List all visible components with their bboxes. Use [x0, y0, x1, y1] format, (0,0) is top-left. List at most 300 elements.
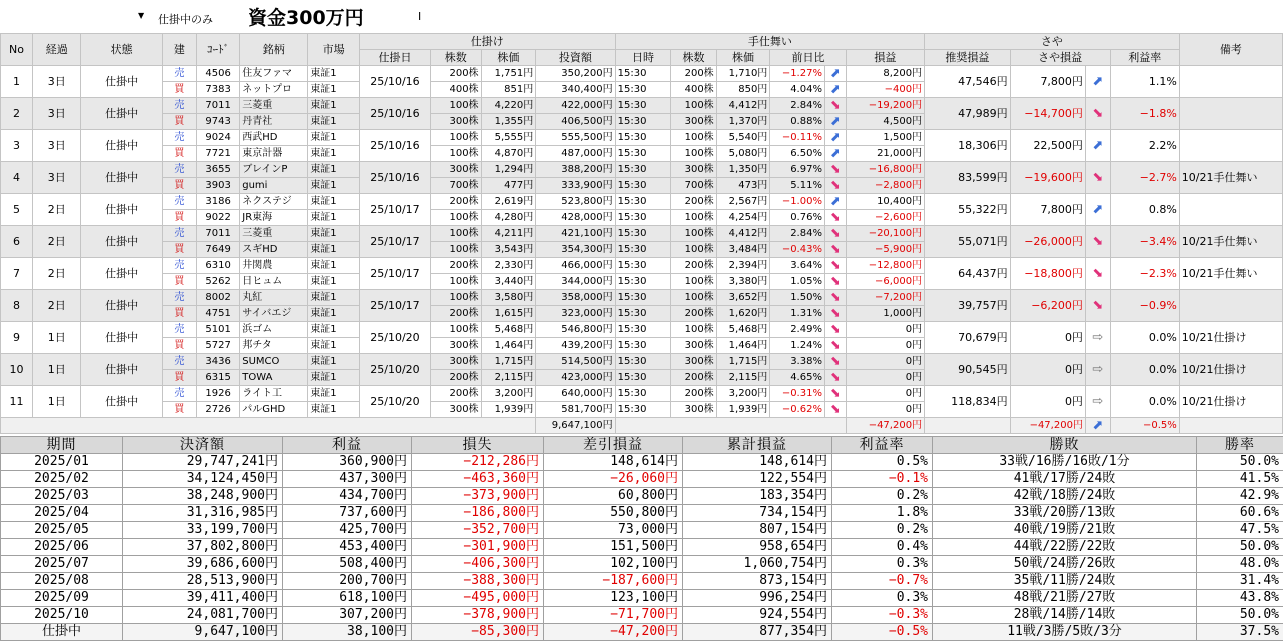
leg-invest: 354,300円 — [536, 242, 615, 258]
summary-cell: −26,060円 — [544, 471, 683, 488]
arrow-down-right-icon: ⬊ — [824, 290, 846, 306]
leg-exit-price: 473円 — [716, 178, 770, 194]
leg-code: 8002 — [196, 290, 239, 306]
leg-pnl: 0円 — [846, 354, 924, 370]
header-spread-pnl[interactable]: さや損益 — [1010, 50, 1110, 66]
leg-exit-qty: 100株 — [671, 242, 716, 258]
summary-row[interactable] — [1, 573, 1283, 590]
header-est-pnl[interactable]: 推奨損益 — [925, 50, 1011, 66]
leg-exit-qty: 300株 — [671, 338, 716, 354]
summary-header[interactable]: 勝敗 — [933, 437, 1197, 454]
total-spacer-2 — [615, 418, 846, 434]
leg-change: −0.43% — [770, 242, 825, 258]
leg-invest: 340,400円 — [536, 82, 615, 98]
summary-cell: −0.3% — [832, 607, 933, 624]
leg-code: 3186 — [196, 194, 239, 210]
leg-exit-qty: 200株 — [671, 370, 716, 386]
arrow-down-right-icon: ⬊ — [824, 306, 846, 322]
position-leg-row[interactable] — [1, 386, 1283, 402]
row-days: 3日 — [32, 66, 80, 98]
leg-market: 東証1 — [308, 114, 360, 130]
row-state: 仕掛中 — [81, 162, 162, 194]
leg-market: 東証1 — [308, 402, 360, 418]
leg-market: 東証1 — [308, 130, 360, 146]
summary-cell: 0.3% — [832, 590, 933, 607]
leg-invest: 344,000円 — [536, 274, 615, 290]
leg-exit-qty: 100株 — [671, 290, 716, 306]
header-days[interactable]: 経過 — [32, 34, 80, 66]
leg-code: 5262 — [196, 274, 239, 290]
row-note — [1179, 98, 1282, 130]
row-no: 2 — [1, 98, 33, 130]
summary-cell: −495,000円 — [412, 590, 544, 607]
summary-cell: 924,554円 — [683, 607, 832, 624]
leg-name: 丹青社 — [240, 114, 308, 130]
leg-code: 6315 — [196, 370, 239, 386]
leg-pnl: 0円 — [846, 322, 924, 338]
arrow-down-right-icon: ⬊ — [824, 402, 846, 418]
leg-code: 5101 — [196, 322, 239, 338]
summary-cell: 453,400円 — [283, 539, 412, 556]
row-no: 6 — [1, 226, 33, 258]
leg-invest: 350,200円 — [536, 66, 615, 82]
row-note: 10/21仕掛け — [1179, 386, 1282, 418]
leg-pnl: −6,000円 — [846, 274, 924, 290]
header-entry-date[interactable]: 仕掛日 — [359, 50, 430, 66]
leg-side: 買 — [162, 274, 196, 290]
leg-invest: 358,000円 — [536, 290, 615, 306]
row-rate: 1.1% — [1110, 66, 1179, 98]
leg-price: 477円 — [481, 178, 536, 194]
leg-qty: 100株 — [431, 210, 482, 226]
leg-exit-price: 1,464円 — [716, 338, 770, 354]
leg-exit-time: 15:30 — [615, 402, 671, 418]
leg-code: 3903 — [196, 178, 239, 194]
leg-change: 4.65% — [770, 370, 825, 386]
summary-row[interactable] — [1, 454, 1283, 471]
leg-qty: 300株 — [431, 402, 482, 418]
leg-market: 東証1 — [308, 322, 360, 338]
summary-cell: 73,000円 — [544, 522, 683, 539]
position-leg-row[interactable] — [1, 66, 1283, 82]
leg-change: −0.62% — [770, 402, 825, 418]
row-rate: −3.4% — [1110, 226, 1179, 258]
summary-cell: 33,199,700円 — [123, 522, 283, 539]
leg-price: 1,615円 — [481, 306, 536, 322]
leg-side: 買 — [162, 402, 196, 418]
leg-invest: 555,500円 — [536, 130, 615, 146]
leg-exit-price: 1,710円 — [716, 66, 770, 82]
leg-pnl: −12,800円 — [846, 258, 924, 274]
summary-row[interactable] — [1, 556, 1283, 573]
leg-exit-price: 2,567円 — [716, 194, 770, 210]
summary-cell: 34,124,450円 — [123, 471, 283, 488]
summary-cell: −212,286円 — [412, 454, 544, 471]
row-note — [1179, 130, 1282, 162]
leg-name: 井関農 — [240, 258, 308, 274]
leg-exit-price: 1,350円 — [716, 162, 770, 178]
leg-side: 買 — [162, 242, 196, 258]
row-est-pnl: 70,679円 — [925, 322, 1011, 354]
summary-cell: 122,554円 — [683, 471, 832, 488]
summary-cell: 2025/05 — [1, 522, 123, 539]
summary-cell: 仕掛中 — [1, 624, 123, 641]
leg-exit-qty: 300株 — [671, 354, 716, 370]
summary-header[interactable]: 利益率 — [832, 437, 933, 454]
summary-cell: 2025/01 — [1, 454, 123, 471]
leg-code: 5727 — [196, 338, 239, 354]
leg-code: 3436 — [196, 354, 239, 370]
position-leg-row[interactable] — [1, 290, 1283, 306]
leg-market: 東証1 — [308, 194, 360, 210]
arrow-down-right-icon: ⬊ — [824, 386, 846, 402]
summary-row[interactable] — [1, 624, 1283, 641]
leg-pnl: −20,100円 — [846, 226, 924, 242]
leg-code: 7011 — [196, 98, 239, 114]
leg-exit-qty: 100株 — [671, 146, 716, 162]
leg-exit-time: 15:30 — [615, 274, 671, 290]
summary-cell: 50.0% — [1197, 607, 1283, 624]
leg-price: 1,294円 — [481, 162, 536, 178]
leg-exit-qty: 200株 — [671, 194, 716, 210]
row-no: 9 — [1, 322, 33, 354]
leg-qty: 200株 — [431, 194, 482, 210]
leg-market: 東証1 — [308, 98, 360, 114]
leg-name: JR東海 — [240, 210, 308, 226]
filter-dropdown[interactable] — [0, 6, 239, 28]
leg-exit-qty: 100株 — [671, 130, 716, 146]
leg-pnl: 0円 — [846, 370, 924, 386]
row-rate: 0.0% — [1110, 386, 1179, 418]
arrow-down-right-icon: ⬊ — [824, 178, 846, 194]
leg-exit-price: 850円 — [716, 82, 770, 98]
header-invest[interactable]: 投資額 — [536, 50, 615, 66]
header-name[interactable]: 銘柄 — [240, 34, 308, 66]
position-leg-row[interactable] — [1, 258, 1283, 274]
leg-price: 3,543円 — [481, 242, 536, 258]
summary-cell: 42戦/18勝/24敗 — [933, 488, 1197, 505]
header-exit-price[interactable]: 株価 — [716, 50, 770, 66]
leg-pnl: −2,800円 — [846, 178, 924, 194]
leg-side: 買 — [162, 210, 196, 226]
leg-pnl: −5,900円 — [846, 242, 924, 258]
row-rate: −2.3% — [1110, 258, 1179, 290]
leg-exit-time: 15:30 — [615, 66, 671, 82]
leg-market: 東証1 — [308, 370, 360, 386]
summary-cell: 958,654円 — [683, 539, 832, 556]
leg-code: 4506 — [196, 66, 239, 82]
summary-cell: 31.4% — [1197, 573, 1283, 590]
leg-invest: 546,800円 — [536, 322, 615, 338]
total-spacer — [1, 418, 536, 434]
leg-qty: 100株 — [431, 322, 482, 338]
leg-code: 9743 — [196, 114, 239, 130]
leg-side: 売 — [162, 258, 196, 274]
leg-exit-price: 1,715円 — [716, 354, 770, 370]
leg-price: 4,870円 — [481, 146, 536, 162]
summary-cell: 734,154円 — [683, 505, 832, 522]
summary-cell: 28戦/14勝/14敗 — [933, 607, 1197, 624]
summary-header[interactable]: 累計損益 — [683, 437, 832, 454]
header-note[interactable]: 備考 — [1179, 34, 1282, 66]
summary-cell: 37.5% — [1197, 624, 1283, 641]
leg-code: 7721 — [196, 146, 239, 162]
row-entry-date: 25/10/16 — [359, 98, 430, 130]
leg-market: 東証1 — [308, 354, 360, 370]
row-entry-date: 25/10/20 — [359, 386, 430, 418]
leg-side: 買 — [162, 82, 196, 98]
row-rate: 0.8% — [1110, 194, 1179, 226]
summary-cell: −0.7% — [832, 573, 933, 590]
header-spread-group: さや — [925, 34, 1180, 50]
leg-side: 売 — [162, 194, 196, 210]
leg-change: 6.50% — [770, 146, 825, 162]
summary-row[interactable] — [1, 471, 1283, 488]
leg-invest: 388,200円 — [536, 162, 615, 178]
header-exit-time[interactable]: 日時 — [615, 50, 671, 66]
header-state[interactable]: 状態 — [81, 34, 162, 66]
leg-price: 851円 — [481, 82, 536, 98]
header-rate[interactable]: 利益率 — [1110, 50, 1179, 66]
arrow-up-right-icon: ⬈ — [824, 194, 846, 210]
summary-cell: 737,600円 — [283, 505, 412, 522]
summary-row[interactable] — [1, 522, 1283, 539]
arrow-down-right-icon: ⬊ — [824, 354, 846, 370]
summary-row[interactable] — [1, 488, 1283, 505]
position-leg-row[interactable] — [1, 226, 1283, 242]
row-state: 仕掛中 — [81, 98, 162, 130]
summary-cell: 37,802,800円 — [123, 539, 283, 556]
leg-market: 東証1 — [308, 386, 360, 402]
header-pnl[interactable]: 損益 — [846, 50, 924, 66]
summary-header[interactable]: 勝率 — [1197, 437, 1283, 454]
row-est-pnl: 118,834円 — [925, 386, 1011, 418]
summary-cell: 39,411,400円 — [123, 590, 283, 607]
position-leg-row[interactable] — [1, 130, 1283, 146]
row-spread-pnl: 0円 — [1010, 322, 1085, 354]
leg-change: −0.11% — [770, 130, 825, 146]
summary-cell: 2025/08 — [1, 573, 123, 590]
row-note: 10/21仕掛け — [1179, 322, 1282, 354]
leg-price: 1,751円 — [481, 66, 536, 82]
leg-side: 売 — [162, 130, 196, 146]
leg-change: 2.84% — [770, 98, 825, 114]
summary-cell: 33戦/16勝/16敗/1分 — [933, 454, 1197, 471]
row-no: 10 — [1, 354, 33, 386]
leg-exit-qty: 100株 — [671, 322, 716, 338]
total-invest: 9,647,100円 — [536, 418, 615, 434]
leg-price: 5,468円 — [481, 322, 536, 338]
arrow-right-icon: ⇨ — [1085, 322, 1110, 354]
leg-exit-qty: 300株 — [671, 162, 716, 178]
leg-side: 売 — [162, 226, 196, 242]
leg-code: 4751 — [196, 306, 239, 322]
summary-row[interactable] — [1, 505, 1283, 522]
summary-header[interactable]: 期間 — [1, 437, 123, 454]
leg-code: 9024 — [196, 130, 239, 146]
toolbar — [0, 0, 1283, 35]
row-state: 仕掛中 — [81, 258, 162, 290]
leg-name: 住友ファマ — [240, 66, 308, 82]
leg-change: −1.00% — [770, 194, 825, 210]
row-entry-date: 25/10/17 — [359, 258, 430, 290]
summary-cell: 42.9% — [1197, 488, 1283, 505]
summary-cell: 47.5% — [1197, 522, 1283, 539]
position-leg-row[interactable] — [1, 322, 1283, 338]
leg-exit-qty: 100株 — [671, 226, 716, 242]
header-code[interactable]: ｺｰﾄﾞ — [196, 34, 239, 66]
row-state: 仕掛中 — [81, 354, 162, 386]
leg-exit-qty: 100株 — [671, 210, 716, 226]
summary-cell: −378,900円 — [412, 607, 544, 624]
row-days: 3日 — [32, 162, 80, 194]
summary-cell: 35戦/11勝/24敗 — [933, 573, 1197, 590]
leg-side: 買 — [162, 146, 196, 162]
leg-code: 9022 — [196, 210, 239, 226]
filter-label: 仕掛中のみ — [158, 11, 213, 27]
leg-price: 3,200円 — [481, 386, 536, 402]
leg-qty: 100株 — [431, 98, 482, 114]
row-spread-pnl: 0円 — [1010, 354, 1085, 386]
leg-invest: 323,000円 — [536, 306, 615, 322]
leg-exit-qty: 100株 — [671, 274, 716, 290]
row-entry-date: 25/10/20 — [359, 322, 430, 354]
leg-invest: 421,100円 — [536, 226, 615, 242]
row-days: 2日 — [32, 226, 80, 258]
leg-price: 4,220円 — [481, 98, 536, 114]
leg-price: 1,939円 — [481, 402, 536, 418]
leg-qty: 700株 — [431, 178, 482, 194]
leg-change: 3.38% — [770, 354, 825, 370]
row-spread-pnl: −18,800円 — [1010, 258, 1085, 290]
leg-exit-price: 2,394円 — [716, 258, 770, 274]
header-no[interactable]: No — [1, 34, 33, 66]
leg-invest: 333,900円 — [536, 178, 615, 194]
row-est-pnl: 90,545円 — [925, 354, 1011, 386]
row-est-pnl: 18,306円 — [925, 130, 1011, 162]
leg-qty: 100株 — [431, 226, 482, 242]
leg-market: 東証1 — [308, 242, 360, 258]
row-entry-date: 25/10/16 — [359, 130, 430, 162]
position-leg-row[interactable] — [1, 162, 1283, 178]
leg-code: 3655 — [196, 162, 239, 178]
leg-code: 1926 — [196, 386, 239, 402]
leg-change: 1.05% — [770, 274, 825, 290]
row-state: 仕掛中 — [81, 386, 162, 418]
summary-cell: 41.5% — [1197, 471, 1283, 488]
header-market[interactable]: 市場 — [308, 34, 360, 66]
leg-exit-qty: 100株 — [671, 98, 716, 114]
summary-cell: 434,700円 — [283, 488, 412, 505]
header-entry-price[interactable]: 株価 — [481, 50, 536, 66]
leg-exit-time: 15:30 — [615, 162, 671, 178]
leg-pnl: −2,600円 — [846, 210, 924, 226]
leg-exit-price: 5,540円 — [716, 130, 770, 146]
row-note — [1179, 194, 1282, 226]
header-change[interactable]: 前日比 — [770, 50, 846, 66]
monthly-summary-table — [0, 436, 1283, 641]
summary-cell: −301,900円 — [412, 539, 544, 556]
leg-pnl: 0円 — [846, 402, 924, 418]
summary-cell: 9,647,100円 — [123, 624, 283, 641]
row-rate: −1.8% — [1110, 98, 1179, 130]
summary-row[interactable] — [1, 539, 1283, 556]
summary-cell: −373,900円 — [412, 488, 544, 505]
row-rate: −0.9% — [1110, 290, 1179, 322]
leg-exit-qty: 300株 — [671, 402, 716, 418]
leg-exit-time: 15:30 — [615, 258, 671, 274]
leg-exit-price: 5,080円 — [716, 146, 770, 162]
row-spread-pnl: −14,700円 — [1010, 98, 1085, 130]
leg-exit-price: 3,380円 — [716, 274, 770, 290]
leg-exit-price: 3,484円 — [716, 242, 770, 258]
row-no: 11 — [1, 386, 33, 418]
leg-change: 1.24% — [770, 338, 825, 354]
row-est-pnl: 47,989円 — [925, 98, 1011, 130]
leg-qty: 300株 — [431, 354, 482, 370]
position-leg-row[interactable] — [1, 98, 1283, 114]
summary-cell: 877,354円 — [683, 624, 832, 641]
summary-row[interactable] — [1, 607, 1283, 624]
leg-name: スギHD — [240, 242, 308, 258]
header-exit-qty[interactable]: 株数 — [671, 50, 716, 66]
header-entry-qty[interactable]: 株数 — [431, 50, 482, 66]
leg-pnl: 1,000円 — [846, 306, 924, 322]
leg-qty: 200株 — [431, 306, 482, 322]
leg-qty: 100株 — [431, 146, 482, 162]
leg-exit-time: 15:30 — [615, 82, 671, 98]
summary-header[interactable]: 利益 — [283, 437, 412, 454]
leg-exit-price: 5,468円 — [716, 322, 770, 338]
summary-cell: 437,300円 — [283, 471, 412, 488]
leg-market: 東証1 — [308, 274, 360, 290]
leg-name: 三菱重 — [240, 98, 308, 114]
row-note: 10/21手仕舞い — [1179, 162, 1282, 194]
summary-cell: 38,100円 — [283, 624, 412, 641]
summary-cell: 60.6% — [1197, 505, 1283, 522]
leg-name: ライト工 — [240, 386, 308, 402]
arrow-down-right-icon: ⬊ — [1085, 162, 1110, 194]
summary-cell: 48.0% — [1197, 556, 1283, 573]
leg-code: 7649 — [196, 242, 239, 258]
summary-header[interactable]: 差引損益 — [544, 437, 683, 454]
summary-cell: 2025/04 — [1, 505, 123, 522]
summary-header[interactable]: 損失 — [412, 437, 544, 454]
leg-exit-time: 15:30 — [615, 306, 671, 322]
position-leg-row[interactable] — [1, 354, 1283, 370]
leg-exit-time: 15:30 — [615, 178, 671, 194]
leg-qty: 100株 — [431, 130, 482, 146]
row-state: 仕掛中 — [81, 226, 162, 258]
row-entry-date: 25/10/16 — [359, 162, 430, 194]
leg-name: 丸紅 — [240, 290, 308, 306]
dropdown-arrow-icon[interactable]: ▼ — [138, 11, 144, 20]
header-side[interactable]: 建 — [162, 34, 196, 66]
summary-row[interactable] — [1, 590, 1283, 607]
leg-name: 三菱重 — [240, 226, 308, 242]
leg-price: 1,355円 — [481, 114, 536, 130]
leg-side: 買 — [162, 370, 196, 386]
summary-header[interactable]: 決済額 — [123, 437, 283, 454]
position-leg-row[interactable] — [1, 194, 1283, 210]
leg-price: 1,464円 — [481, 338, 536, 354]
summary-cell: −47,200円 — [544, 624, 683, 641]
summary-cell: 2025/03 — [1, 488, 123, 505]
arrow-down-right-icon: ⬊ — [1085, 290, 1110, 322]
summary-cell: 0.2% — [832, 522, 933, 539]
row-days: 1日 — [32, 386, 80, 418]
row-est-pnl: 55,071円 — [925, 226, 1011, 258]
